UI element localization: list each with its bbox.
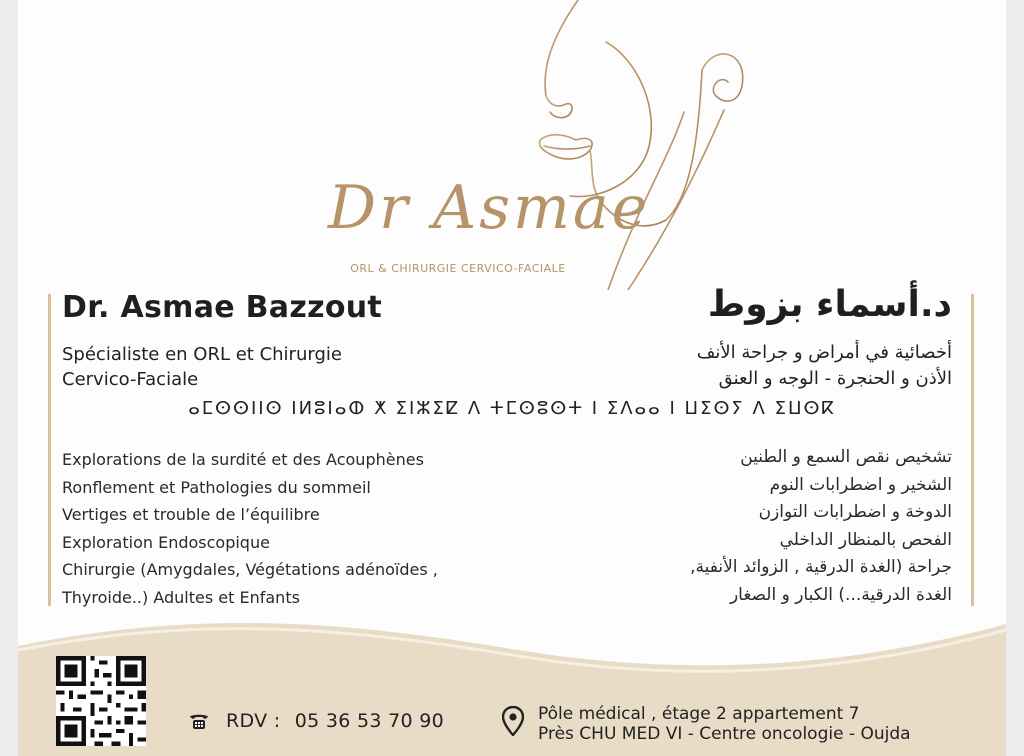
services-list-ar: [690, 444, 952, 609]
phone-icon: [188, 711, 210, 731]
doctor-name-fr: Dr. Asmae Bazzout: [62, 290, 383, 325]
address-line1: Pôle médical , étage 2 appartement 7: [538, 704, 860, 724]
list-item: Thyroide..) Adultes et Enfants: [62, 587, 300, 607]
address: [538, 704, 911, 744]
location-pin-icon: [502, 706, 524, 736]
list-item: جراحة (الغدة الدرقية , الزوائد الأنفية,: [690, 557, 952, 577]
specialty-ar-line1: أخصائية في أمراض و جراحة الأنف: [696, 342, 952, 363]
specialty-fr-line2: Cervico-Faciale: [62, 369, 199, 390]
tifinagh-specialty: ⴰⵎⵙⵙⵏⵏⵙ ⵏⵍⵓⵏⴰⵀ ⵅ ⵉⵏⵣⵉⵇ ⴷ ⵜⵎⵙⵓⵙⵜ ⵏ ⵉⴷⴰⴰ ⵏ ⵡⵉⵙⵢ ⴷ ⵉⵡⵙⴽ: [188, 398, 836, 419]
list-item: Ronflement et Pathologies du sommeil: [62, 477, 371, 497]
list-item: الغدة الدرقية...) الكبار و الصغار: [729, 584, 952, 605]
list-item: Explorations de la surdité et des Acouphènes: [62, 450, 424, 469]
phone-number[interactable]: 05 36 53 70 90: [294, 710, 445, 732]
specialty-ar-line2: الأذن و الحنجرة - الوجه و العنق: [718, 368, 952, 389]
list-item: الشخير و اضطرابات النوم: [769, 474, 952, 495]
list-item: تشخيص نقص السمع و الطنين: [740, 447, 952, 467]
face-line-art-logo: [288, 0, 758, 290]
left-accent-bar: [48, 294, 51, 606]
business-card: [18, 0, 1006, 756]
doctor-name-ar: د.أسماء بزوط: [707, 284, 952, 325]
services-list-fr: [62, 446, 438, 611]
logo-subtitle: ORL & CHIRURGIE CERVICO-FACIALE: [350, 262, 566, 275]
qr-code[interactable]: [56, 656, 146, 746]
right-accent-bar: [971, 294, 974, 606]
appointment-phone[interactable]: [226, 710, 444, 732]
list-item: الفحص بالمنظار الداخلي: [779, 529, 952, 550]
specialty-fr-line1: Spécialiste en ORL et Chirurgie: [62, 344, 342, 365]
list-item: Chirurgie (Amygdales, Végétations adénoïdes ,: [62, 560, 438, 579]
specialty-fr: [62, 342, 442, 392]
logo-script-text: Dr Asmae: [328, 173, 651, 243]
address-line2: Près CHU MED VI - Centre oncologie - Oujda: [538, 724, 911, 744]
list-item: Vertiges et trouble de l’équilibre: [62, 505, 320, 524]
list-item: Exploration Endoscopique: [62, 532, 270, 552]
rdv-label: RDV :: [226, 710, 281, 732]
list-item: الدوخة و اضطرابات التوازن: [758, 502, 952, 522]
specialty-ar: [532, 340, 952, 392]
